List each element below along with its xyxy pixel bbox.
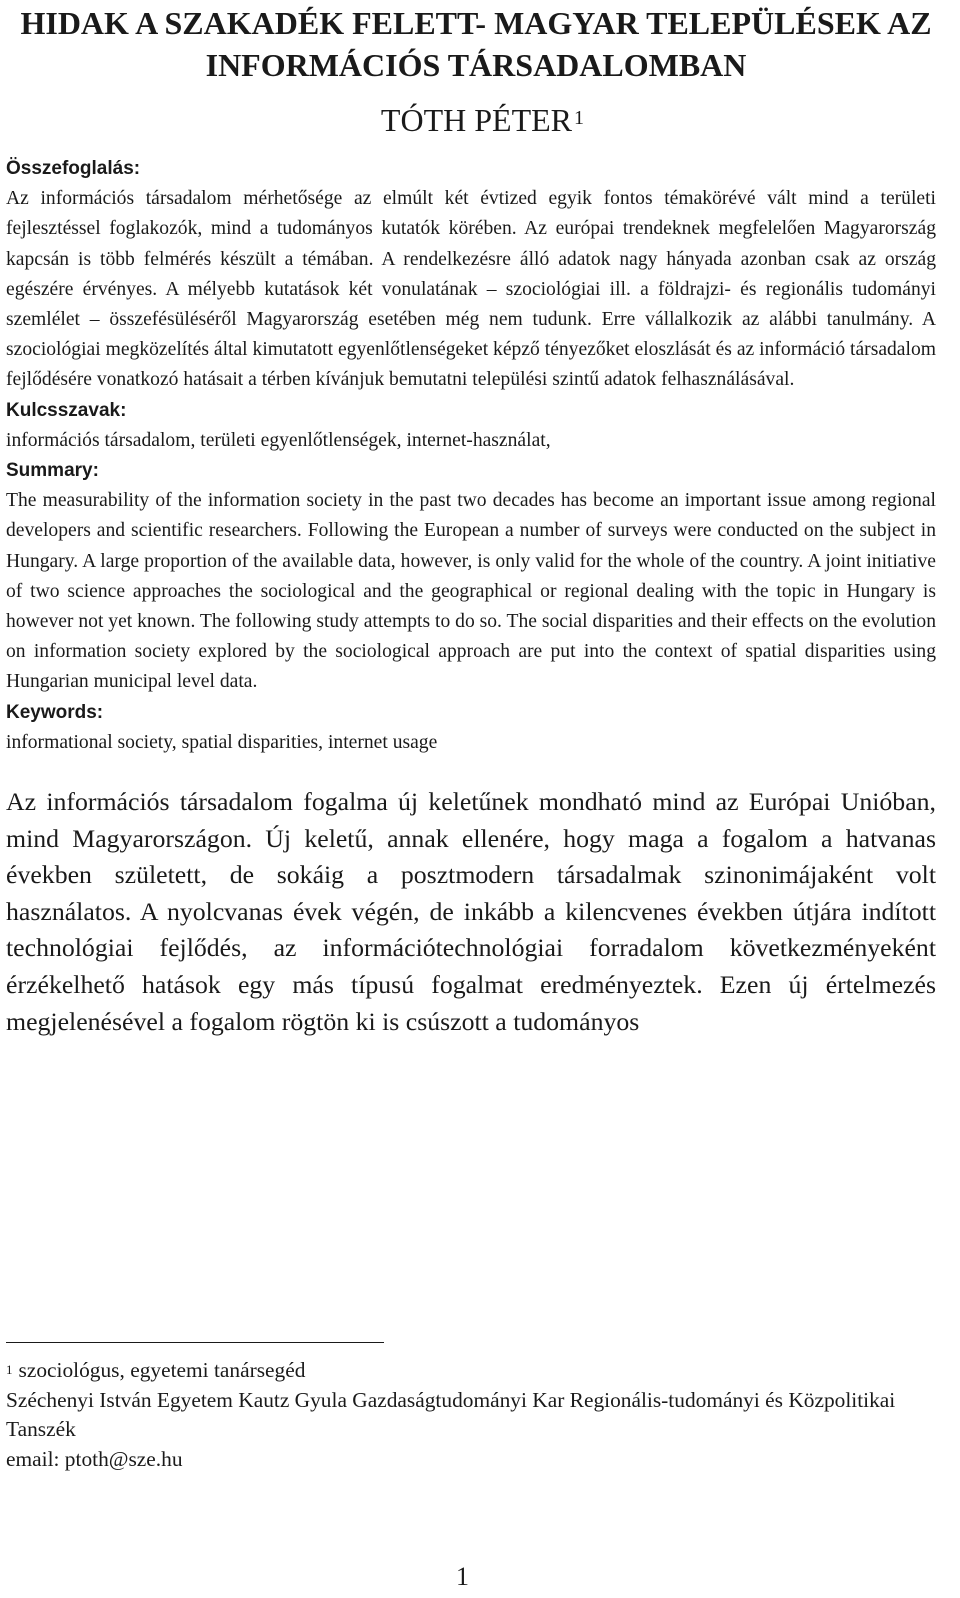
footnote-mark: 1 [6,1362,13,1377]
paper-title: HIDAK A SZAKADÉK FELETT- MAGYAR TELEPÜLÉSEK AZ INFORMÁCIÓS TÁRSADALOMBAN [20,5,932,83]
author-footnote-mark: 1 [574,107,584,129]
page-number: 1 [456,1562,469,1591]
keywords-en-label: Keywords: [6,701,104,723]
abstract-section [6,154,936,758]
footnote-email: email: ptoth@sze.hu [6,1446,183,1471]
body-paragraph: Az információs társadalom fogalma új keletűnek mondható mind az Európai Unióban, mind Magyarországon. Új keletű, annak ellenére, hogy maga a fogalom a hatvanas években született, de sokáig a posztmodern társadalmak szinonimájaként volt használatos. A nyolcvanas évek végén, de inkább a kilencvenes években útjára indított technológiai fejlődés, az információtechnológiai forradalom következményeként érzékelhető hatások egy más típusú fogalmat eredményeztek. Ezen új értelmezés megjelenésével a fogalom rögtön ki is csúszott a tudományos [6,787,936,1036]
keywords-hu-text: információs társadalom, területi egyenlőtlenségek, internet-használat, [6,429,551,451]
keywords-en-text: informational society, spatial disparities, internet usage [6,731,438,753]
paper-page [6,0,936,1471]
footnote-line-1 [6,1356,936,1386]
keywords-hu-label: Kulcsszavak: [6,399,127,421]
author-name: TÓTH PÉTER [380,102,572,138]
footnote-divider [6,1342,384,1343]
abstract-en-text: The measurability of the information society in the past two decades has become an important issue among regional developers and scientific researchers. Following the European a number of surveys were conducted on the subject in Hungary. A large proportion of the available data, however, is only valid for the whole of the country. A joint initiative of two science approaches the sociological and the geographical or regional dealing with the topic in Hungary is however not yet known. The following study attempts to do so. The social disparities and their effects on the evolution on information society explored by the sociological approach are put into the context of spatial disparities using Hungarian municipal level data. [6,490,936,693]
abstract-en-label: Summary: [6,460,99,482]
footnote-affiliation: Széchenyi István Egyetem Kautz Gyula Gazdaságtudományi Kar Regionális-tudományi és Közpolitikai Tanszék [6,1387,896,1442]
abstract-hu-label: Összefoglalás: [6,158,141,179]
footnote-block [6,1356,936,1474]
author-line [6,100,936,140]
abstract-hu-text: Az információs társadalom mérhetősége az elmúlt két évtized egyik fontos témakörévé vált mind a területi fejlesztéssel foglakozók, mind a tudományos kutatók körében. Az európai trendeknek megfelelően Magyarország kapcsán is több felmérés készült a témában. A rendelkezésre álló adatok nagy hányada azonban csak az ország egészére érvényes. A mélyebb kutatások két vonulatának – szociológiai ill. a földrajzi- és regionális tudományi szemlélet – összefésüléséről Magyarország esetében még nem tudunk. Erre vállalkozik az alábbi tanulmány. A szociológiai megközelítés által kimutatott egyenlőtlenségeket képző tényezőket eloszlását és az információ társadalom fejlődésére vonatkozó hatásait a térben kívánjuk bemutatni települési szintű adatok felhasználásával. [6,188,936,391]
footnote-role: szociológus, egyetemi tanársegéd [18,1358,306,1382]
